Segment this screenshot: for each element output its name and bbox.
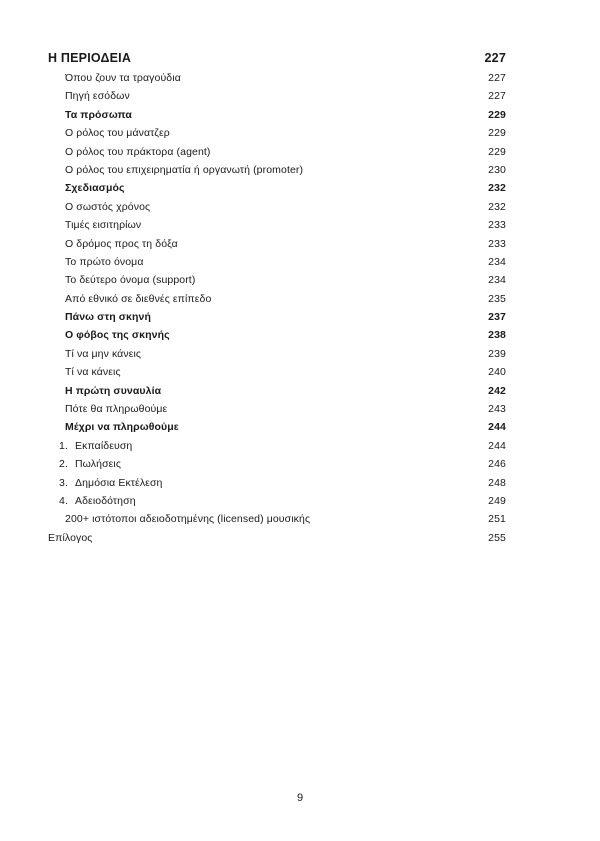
toc-entry-label: Η πρώτη συναυλία (65, 384, 162, 397)
toc-entry-page: 229 (488, 145, 506, 158)
toc-entry (48, 474, 506, 492)
toc-entry-label: Τί να μην κάνεις (65, 347, 142, 360)
toc-entry-page: 235 (488, 292, 506, 305)
toc-entry-number: 3. (59, 476, 68, 489)
toc-entry-label: Αδειοδότηση (75, 494, 136, 507)
toc-entry (48, 216, 506, 234)
toc-entry (48, 235, 506, 253)
toc-entry-page: 244 (488, 439, 506, 452)
toc-entry-label: Η ΠΕΡΙΟΔΕΙΑ (48, 51, 132, 65)
toc-entry-page: 243 (488, 403, 506, 416)
toc-entry-page: 238 (488, 329, 506, 342)
toc-entry (48, 529, 506, 547)
toc-entry-page: 248 (488, 476, 506, 489)
toc-entry (48, 510, 506, 528)
toc-entry-number: 1. (59, 439, 68, 452)
toc-entry-label: Ο φόβος της σκηνής (65, 329, 170, 342)
toc-entry-label: Τί να κάνεις (65, 366, 121, 379)
toc-entry-page: 237 (488, 311, 506, 324)
toc-entry-page: 227 (484, 51, 506, 65)
toc-entry-page: 229 (488, 127, 506, 140)
toc-entry-page: 239 (488, 347, 506, 360)
toc-entry-page: 233 (488, 237, 506, 250)
toc-entry (48, 124, 506, 142)
toc-entry-page: 232 (488, 200, 506, 213)
toc-entry-label: Ο σωστός χρόνος (65, 200, 151, 213)
toc-entry (48, 161, 506, 179)
toc-entry-page: 230 (488, 163, 506, 176)
toc-entry-page: 246 (488, 458, 506, 471)
toc-entry (48, 418, 506, 436)
toc-entry-label: Τα πρόσωπα (65, 108, 132, 121)
toc-entry-page: 234 (488, 274, 506, 287)
toc-entry (48, 326, 506, 344)
toc-entry-label: Πάνω στη σκηνή (65, 311, 151, 324)
toc-entry (48, 48, 506, 69)
toc-entry-label: Επίλογος (48, 531, 93, 544)
toc-entry-label: Ο ρόλος του πράκτορα (agent) (65, 145, 211, 158)
toc-entry-page: 233 (488, 219, 506, 232)
toc-entry-page: 227 (488, 72, 506, 84)
toc-entry (48, 106, 506, 124)
toc-entry (48, 290, 506, 308)
toc-entry-number: 2. (59, 458, 68, 471)
toc-entry-page: 229 (488, 108, 506, 121)
toc-entry-page: 251 (488, 513, 506, 526)
toc-entry-label: Πότε θα πληρωθούμε (65, 403, 168, 416)
toc-entry-label: Σχεδιασμός (65, 182, 125, 195)
toc-entry (48, 271, 506, 289)
toc-entry (48, 198, 506, 216)
toc-entry-label: Δημόσια Εκτέλεση (75, 476, 163, 489)
toc-entry-label: Εκπαίδευση (75, 439, 133, 452)
toc-entry-page: 255 (488, 531, 506, 544)
toc-entry (48, 400, 506, 418)
page-number: 9 (296, 792, 304, 804)
toc-entry-label: Πωλήσεις (75, 458, 122, 471)
toc-entry-page: 240 (488, 366, 506, 379)
toc-entry-label: Ο δρόμος προς τη δόξα (65, 237, 178, 250)
toc-entry-label: Όπου ζουν τα τραγούδια (65, 72, 181, 84)
toc-entry (48, 69, 506, 87)
toc-entry-label: 200+ ιστότοποι αδειοδοτημένης (licensed) μουσικής (65, 513, 311, 526)
toc-entry (48, 455, 506, 473)
toc-entry-label: Ο ρόλος του μάνατζερ (65, 127, 170, 140)
toc-entry (48, 87, 506, 105)
toc-entry-page: 242 (488, 384, 506, 397)
toc-entry (48, 308, 506, 326)
toc-entry (48, 253, 506, 271)
toc-entry-label: Πηγή εσόδων (65, 90, 130, 103)
toc-entry-label: Το πρώτο όνομα (65, 255, 144, 268)
toc-entry (48, 179, 506, 197)
toc-entry-page: 249 (488, 494, 506, 507)
toc-entry (48, 437, 506, 455)
toc-list (48, 48, 506, 547)
toc-entry (48, 492, 506, 510)
toc-entry-page: 227 (488, 90, 506, 103)
toc-entry-label: Το δεύτερο όνομα (support) (65, 274, 196, 287)
toc-entry-page: 244 (488, 421, 506, 434)
toc-entry (48, 143, 506, 161)
toc-entry-page: 234 (488, 255, 506, 268)
toc-entry-page: 232 (488, 182, 506, 195)
toc-entry-label: Τιμές εισιτηρίων (65, 219, 142, 232)
toc-entry-label: Από εθνικό σε διεθνές επίπεδο (65, 292, 212, 305)
toc-entry (48, 382, 506, 400)
toc-entry-label: Μέχρι να πληρωθούμε (65, 421, 179, 434)
toc-entry (48, 345, 506, 363)
toc-entry-number: 4. (59, 494, 68, 507)
toc-entry-label: Ο ρόλος του επιχειρηματία ή οργανωτή (promoter) (65, 163, 304, 176)
toc-entry (48, 363, 506, 381)
